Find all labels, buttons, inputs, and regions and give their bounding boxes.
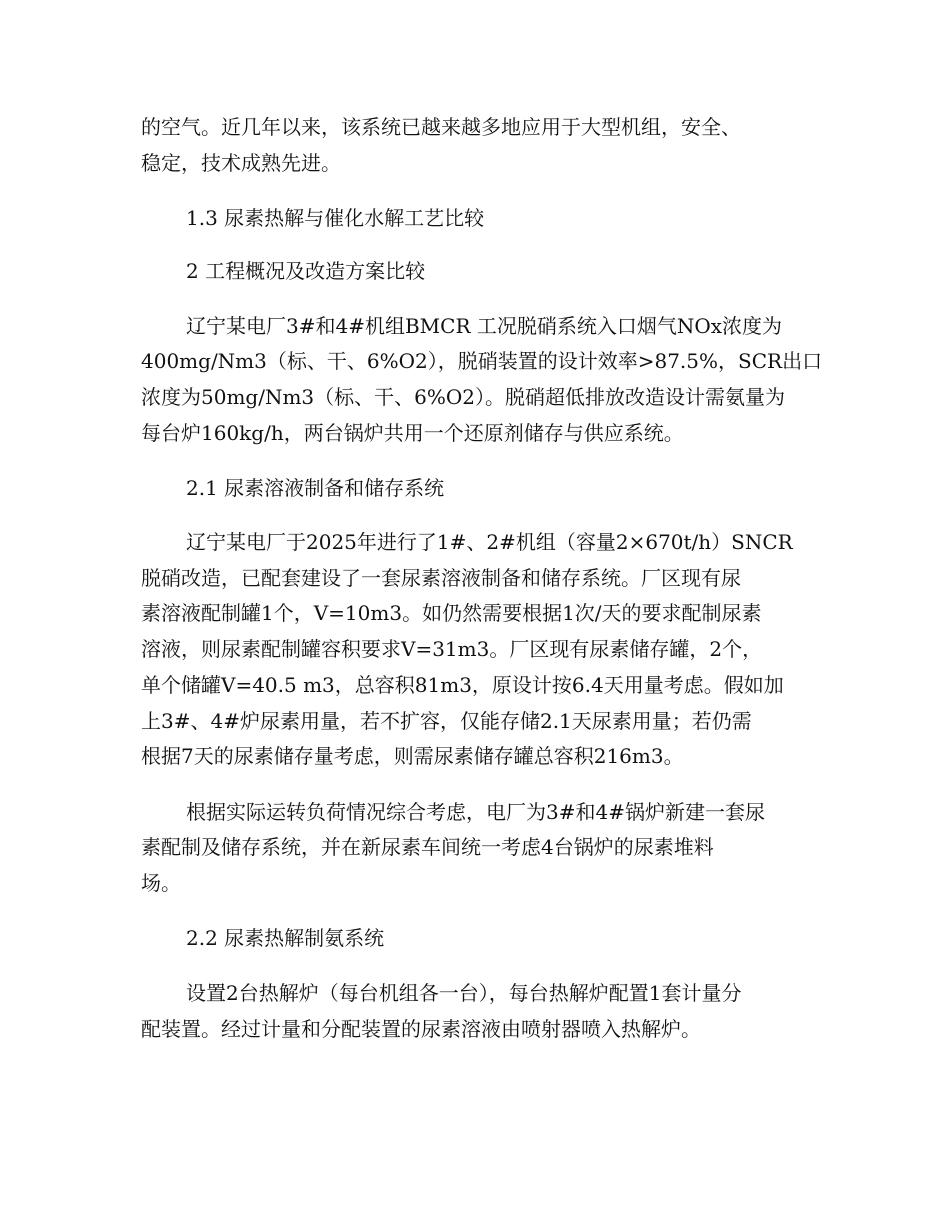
text-line: 的空气。近几年以来，该系统已越来越多地应用于大型机组，安全、 [141,115,741,139]
text-line: 场。 [141,871,181,895]
text-line: 脱硝改造，已配套建设了一套尿素溶液制备和储存系统。厂区现有尿 [141,566,741,590]
text-line: 配装置。经过计量和分配装置的尿素溶液由喷射器喷入热解炉。 [141,1017,701,1041]
text-line: 素配制及储存系统，并在新尿素车间统一考虑4台锅炉的尿素堆料 [141,835,714,859]
text-line: 每台炉160kg/h，两台锅炉共用一个还原剂储存与供应系统。 [141,421,684,445]
text-line: 根据7天的尿素储存量考虑，则需尿素储存罐总容积216m3。 [141,744,684,768]
text-line: 设置2台热解炉（每台机组各一台），每台热解炉配置1套计量分 [186,981,742,1005]
text-line: 溶液，则尿素配制罐容积要求V=31m3。厂区现有尿素储存罐，2个， [141,637,763,661]
text-line: 400mg/Nm3（标、干、6%O2），脱硝装置的设计效率>87.5%，SCR出口 [141,349,823,373]
text-line: 稳定，技术成熟先进。 [141,151,341,175]
section-heading: 2 工程概况及改造方案比较 [186,259,426,283]
text-line: 单个储罐V=40.5 m3，总容积81m3，原设计按6.4天用量考虑。假如加 [141,673,784,697]
text-line: 辽宁某电厂于2025年进行了1#、2#机组（容量2×670t/h）SNCR [186,530,793,554]
section-heading: 2.2 尿素热解制氨系统 [186,926,385,950]
text-line: 根据实际运转负荷情况综合考虑，电厂为3#和4#锅炉新建一套尿 [186,800,765,824]
section-heading: 2.1 尿素溶液制备和储存系统 [186,476,445,500]
text-line: 上3#、4#炉尿素用量，若不扩容，仅能存储2.1天尿素用量；若仍需 [141,709,752,733]
text-line: 辽宁某电厂3#和4#机组BMCR 工况脱硝系统入口烟气NOx浓度为 [186,314,783,338]
text-line: 浓度为50mg/Nm3（标、干、6%O2）。脱硝超低排放改造设计需氨量为 [141,385,785,409]
section-heading: 1.3 尿素热解与催化水解工艺比较 [186,206,485,230]
text-line: 素溶液配制罐1个，V=10m3。如仍然需要根据1次/天的要求配制尿素 [141,601,762,625]
